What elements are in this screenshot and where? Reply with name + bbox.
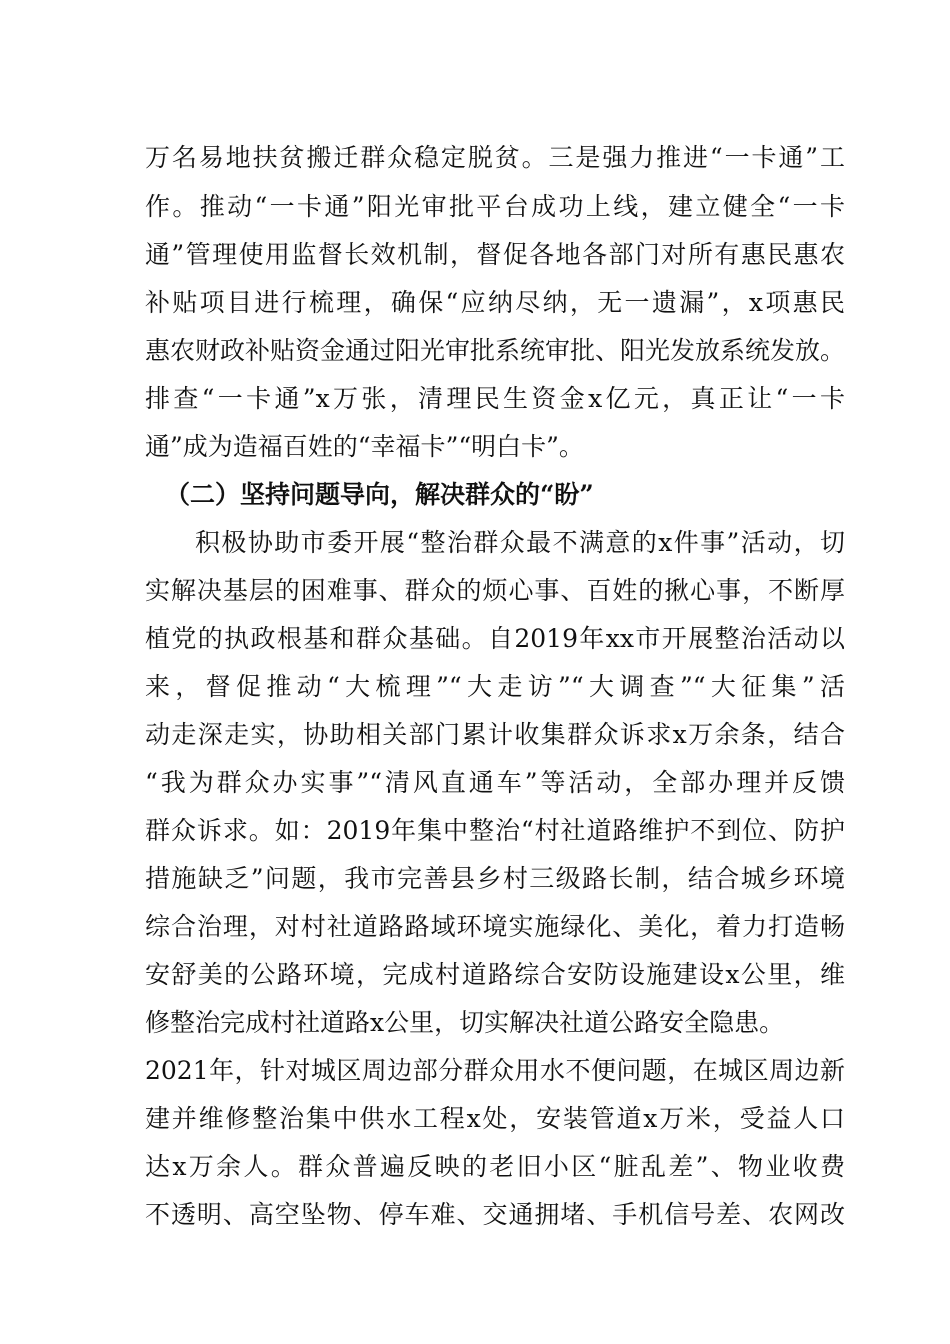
paragraph-line: 安舒美的公路环境，完成村道路综合安防设施建设x公里，维 <box>145 960 845 989</box>
paragraph-line: 动走深走实，协助相关部门累计收集群众诉求x万余条，结合 <box>145 720 845 749</box>
paragraph-line: 通”管理使用监督长效机制，督促各地各部门对所有惠民惠农 <box>145 240 845 269</box>
paragraph-line: 排查“一卡通”x万张，清理民生资金x亿元，真正让“一卡 <box>145 384 845 413</box>
paragraph-line: 补贴项目进行梳理，确保“应纳尽纳，无一遗漏”，x项惠民 <box>145 288 845 317</box>
paragraph-line: 建并维修整治集中供水工程x处，安装管道x万米，受益人口 <box>145 1104 845 1133</box>
paragraph-line: 万名易地扶贫搬迁群众稳定脱贫。三是强力推进“一卡通”工 <box>145 143 845 172</box>
paragraph-line: 措施缺乏”问题，我市完善县乡村三级路长制，结合城乡环境 <box>145 864 845 893</box>
paragraph-line: 修整治完成村社道路x公里，切实解决社道公路安全隐患。 <box>145 1008 785 1037</box>
paragraph-line: 不透明、高空坠物、停车难、交通拥堵、手机信号差、农网改 <box>145 1200 845 1229</box>
paragraph-line: 群众诉求。如：2019年集中整治“村社道路维护不到位、防护 <box>145 816 845 845</box>
paragraph-line: 作。推动“一卡通”阳光审批平台成功上线，建立健全“一卡 <box>145 192 845 221</box>
paragraph-line: 综合治理，对村社道路路域环境实施绿化、美化，着力打造畅 <box>145 912 845 941</box>
paragraph-line: 实解决基层的困难事、群众的烦心事、百姓的揪心事，不断厚 <box>145 576 845 605</box>
paragraph-line: 惠农财政补贴资金通过阳光审批系统审批、阳光发放系统发放。 <box>145 336 846 365</box>
paragraph-line: 植党的执政根基和群众基础。自2019年xx市开展整治活动以 <box>145 624 845 653</box>
section-heading: （二）坚持问题导向，解决群众的“盼” <box>165 480 594 509</box>
paragraph-line: 积极协助市委开展“整治群众最不满意的x件事”活动，切 <box>195 528 845 557</box>
paragraph-line: 2021年，针对城区周边部分群众用水不便问题，在城区周边新 <box>145 1056 845 1085</box>
paragraph-line: 通”成为造福百姓的“幸福卡”“明白卡”。 <box>145 432 584 461</box>
paragraph-line: “我为群众办实事”“清风直通车”等活动，全部办理并反馈 <box>145 768 845 797</box>
paragraph-line: 达x万余人。群众普遍反映的老旧小区“脏乱差”、物业收费 <box>145 1152 845 1181</box>
paragraph-line: 来，督促推动“大梳理”“大走访”“大调查”“大征集”活 <box>145 672 845 701</box>
